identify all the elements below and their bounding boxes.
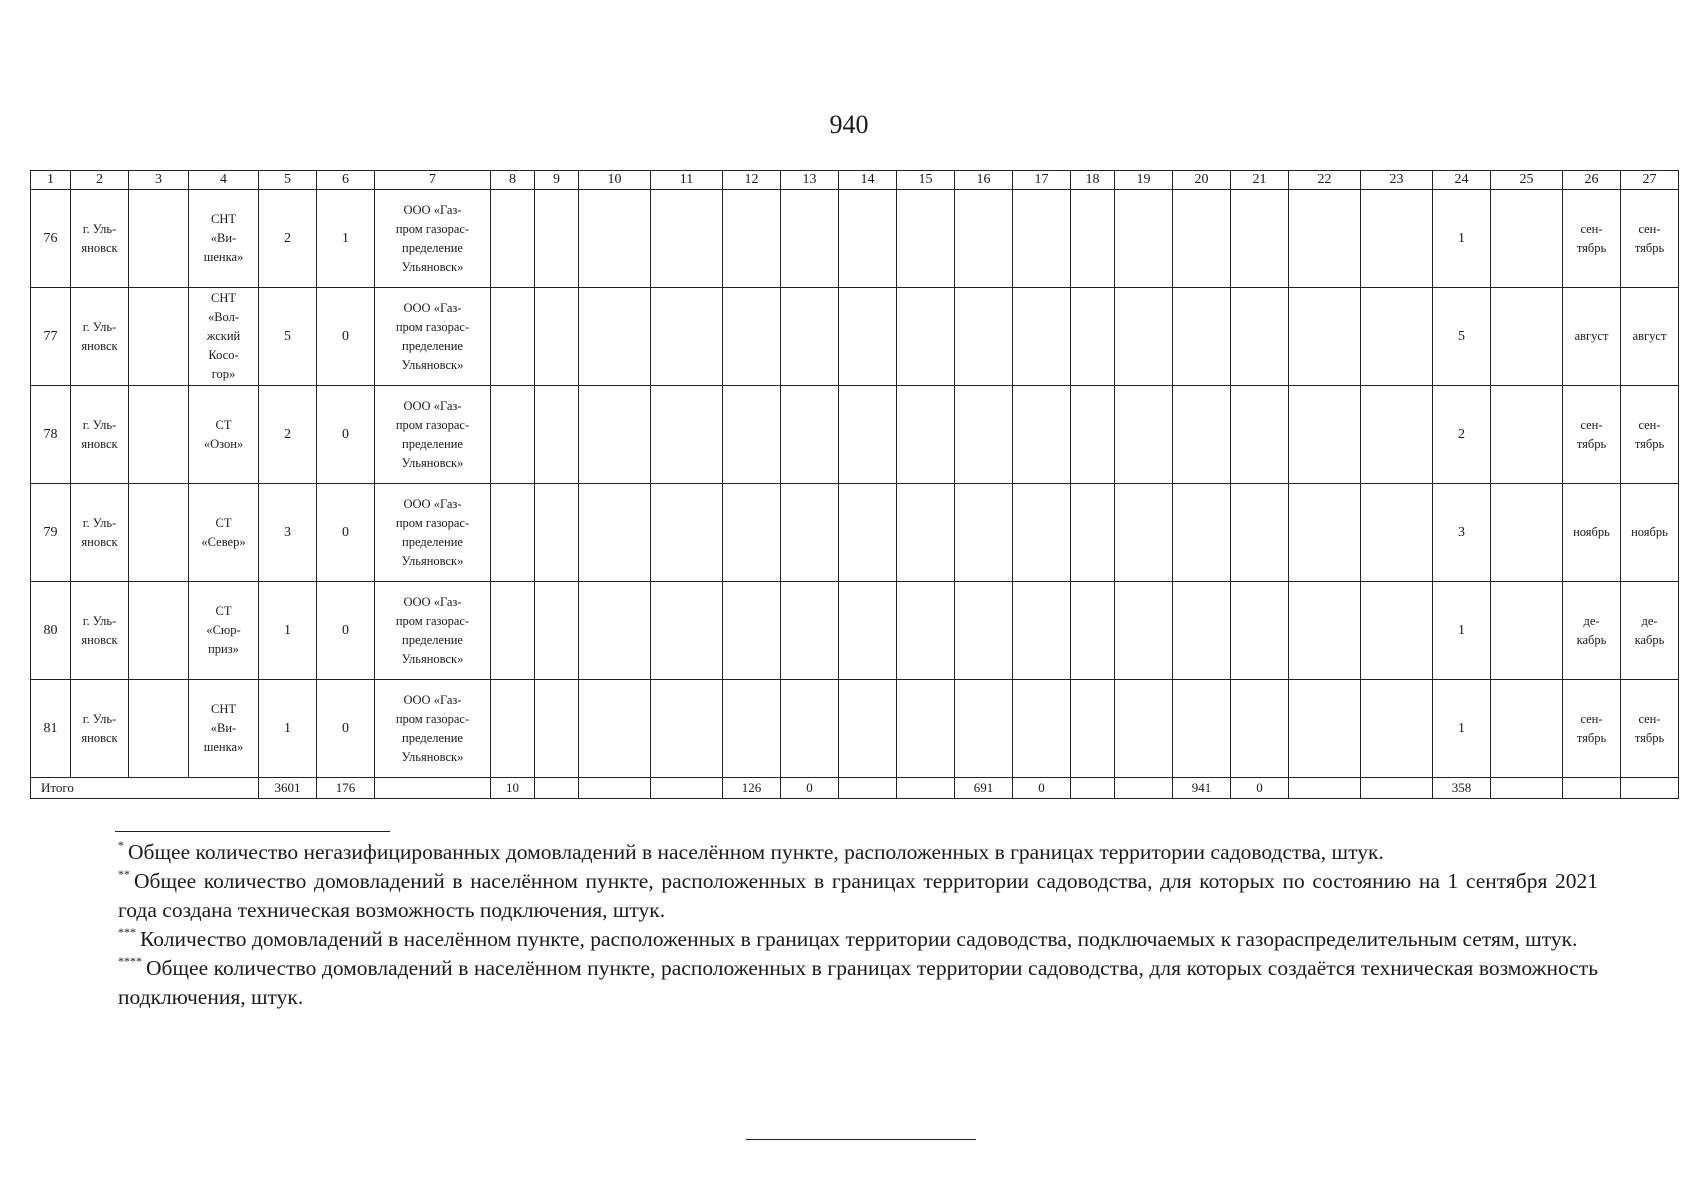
table-cell xyxy=(1071,386,1115,484)
table-cell xyxy=(781,484,839,582)
table-cell: сен- тябрь xyxy=(1621,190,1679,288)
column-number: 7 xyxy=(375,171,491,190)
table-cell: ноябрь xyxy=(1563,484,1621,582)
total-cell: 0 xyxy=(1013,778,1071,799)
column-number: 17 xyxy=(1013,171,1071,190)
table-cell: сен- тябрь xyxy=(1621,386,1679,484)
table-cell xyxy=(839,484,897,582)
table-cell xyxy=(781,680,839,778)
total-cell xyxy=(839,778,897,799)
table-cell xyxy=(129,680,189,778)
total-cell xyxy=(1115,778,1173,799)
table-cell: 80 xyxy=(31,582,71,680)
table-cell xyxy=(1491,190,1563,288)
column-number: 14 xyxy=(839,171,897,190)
table-cell: 3 xyxy=(259,484,317,582)
table-cell xyxy=(1231,288,1289,386)
data-table xyxy=(30,170,1679,799)
footnote-mark: *** xyxy=(118,925,136,939)
table-cell xyxy=(1231,484,1289,582)
table-cell: ООО «Газ- пром газорас- пределение Ульяновск» xyxy=(375,190,491,288)
total-cell: 0 xyxy=(781,778,839,799)
footnote-text: Общее количество негазифицированных домовладений в населённом пункте, расположенных в границах территории садоводства, штук. xyxy=(128,840,1384,864)
table-cell: г. Уль- яновск xyxy=(71,288,129,386)
total-row xyxy=(31,778,1679,799)
table-cell: г. Уль- яновск xyxy=(71,680,129,778)
table-cell: 77 xyxy=(31,288,71,386)
total-cell xyxy=(1621,778,1679,799)
table-cell xyxy=(723,386,781,484)
table-cell: 1 xyxy=(259,680,317,778)
table-cell xyxy=(1115,190,1173,288)
table-cell: ООО «Газ- пром газорас- пределение Ульяновск» xyxy=(375,288,491,386)
total-cell xyxy=(579,778,651,799)
table-cell xyxy=(129,484,189,582)
table-cell xyxy=(1289,680,1361,778)
column-number: 1 xyxy=(31,171,71,190)
table-cell: 0 xyxy=(317,680,375,778)
table-cell xyxy=(651,484,723,582)
table-cell: де- кабрь xyxy=(1563,582,1621,680)
column-number: 8 xyxy=(491,171,535,190)
table-cell xyxy=(579,386,651,484)
footnote xyxy=(118,925,1598,954)
table-cell xyxy=(535,288,579,386)
table-cell: 79 xyxy=(31,484,71,582)
table-cell xyxy=(955,386,1013,484)
column-number: 20 xyxy=(1173,171,1231,190)
table-cell xyxy=(1071,484,1115,582)
table-cell xyxy=(491,680,535,778)
table-cell xyxy=(897,582,955,680)
table-cell xyxy=(897,288,955,386)
table-cell: де- кабрь xyxy=(1621,582,1679,680)
table-cell xyxy=(1115,386,1173,484)
column-number: 12 xyxy=(723,171,781,190)
table-cell xyxy=(839,288,897,386)
total-cell xyxy=(897,778,955,799)
column-number: 13 xyxy=(781,171,839,190)
total-cell: 10 xyxy=(491,778,535,799)
table-cell xyxy=(1231,386,1289,484)
table-cell xyxy=(1115,288,1173,386)
table-cell xyxy=(1071,190,1115,288)
footnote xyxy=(118,867,1598,925)
table-cell xyxy=(1013,680,1071,778)
table-cell xyxy=(1231,582,1289,680)
table-cell xyxy=(1115,582,1173,680)
table-cell: г. Уль- яновск xyxy=(71,386,129,484)
table-cell xyxy=(897,680,955,778)
total-cell: 941 xyxy=(1173,778,1231,799)
table-cell xyxy=(897,484,955,582)
column-number: 5 xyxy=(259,171,317,190)
table-cell xyxy=(1289,386,1361,484)
table-cell xyxy=(535,190,579,288)
table-cell: сен- тябрь xyxy=(1563,680,1621,778)
table-cell xyxy=(1013,582,1071,680)
table-cell xyxy=(1071,582,1115,680)
column-number: 4 xyxy=(189,171,259,190)
column-number: 23 xyxy=(1361,171,1433,190)
table-cell xyxy=(1013,386,1071,484)
table-cell xyxy=(491,288,535,386)
table-cell: 5 xyxy=(1433,288,1491,386)
table-cell xyxy=(1491,288,1563,386)
table-cell xyxy=(1013,484,1071,582)
table-cell: СНТ «Вол- жский Косо- гор» xyxy=(189,288,259,386)
table-cell xyxy=(129,288,189,386)
column-number: 27 xyxy=(1621,171,1679,190)
table-cell xyxy=(1173,582,1231,680)
table-cell xyxy=(1361,386,1433,484)
table-cell xyxy=(1115,484,1173,582)
table-cell: ООО «Газ- пром газорас- пределение Ульяновск» xyxy=(375,386,491,484)
total-cell xyxy=(375,778,491,799)
table-cell xyxy=(723,582,781,680)
table-cell xyxy=(955,288,1013,386)
table-cell xyxy=(651,680,723,778)
table-cell xyxy=(1491,484,1563,582)
total-cell xyxy=(535,778,579,799)
table-cell: 1 xyxy=(1433,190,1491,288)
table-cell xyxy=(535,582,579,680)
table-row xyxy=(31,582,1679,680)
total-cell xyxy=(1289,778,1361,799)
table-cell xyxy=(955,484,1013,582)
table-cell xyxy=(781,190,839,288)
table-cell xyxy=(535,484,579,582)
total-cell: 126 xyxy=(723,778,781,799)
table-cell xyxy=(723,288,781,386)
table-cell xyxy=(839,190,897,288)
end-rule xyxy=(746,1139,976,1140)
table-cell xyxy=(897,190,955,288)
table-cell xyxy=(723,484,781,582)
column-number: 6 xyxy=(317,171,375,190)
table-cell: ООО «Газ- пром газорас- пределение Ульяновск» xyxy=(375,582,491,680)
table-cell xyxy=(1491,386,1563,484)
column-number: 18 xyxy=(1071,171,1115,190)
table-cell xyxy=(1071,680,1115,778)
table-cell xyxy=(579,680,651,778)
column-number: 19 xyxy=(1115,171,1173,190)
table-cell: 1 xyxy=(317,190,375,288)
column-number: 26 xyxy=(1563,171,1621,190)
footnote-text: Общее количество домовладений в населённом пункте, расположенных в границах территории садоводства, для которых создаётся техническая возможность подключения, штук. xyxy=(118,956,1598,1009)
table-cell xyxy=(579,484,651,582)
footnote-text: Общее количество домовладений в населённом пункте, расположенных в границах территории садоводства, для которых по состоянию на 1 сентября 2021 года создана техническая возможность подключения, штук. xyxy=(118,869,1598,922)
table-row xyxy=(31,190,1679,288)
table-cell xyxy=(491,484,535,582)
table-cell xyxy=(955,582,1013,680)
total-cell xyxy=(1361,778,1433,799)
table-cell xyxy=(1491,582,1563,680)
column-number: 21 xyxy=(1231,171,1289,190)
table-cell xyxy=(579,190,651,288)
table-cell: сен- тябрь xyxy=(1621,680,1679,778)
table-cell: 2 xyxy=(259,386,317,484)
table-cell: ООО «Газ- пром газорас- пределение Ульяновск» xyxy=(375,680,491,778)
table-cell xyxy=(781,386,839,484)
table-cell xyxy=(1289,190,1361,288)
footnote-mark: * xyxy=(118,838,124,852)
table-cell xyxy=(491,190,535,288)
table-cell xyxy=(1173,190,1231,288)
total-cell: 691 xyxy=(955,778,1013,799)
footnote-mark: ** xyxy=(118,867,130,881)
column-number: 10 xyxy=(579,171,651,190)
table-cell: СТ «Сюр- приз» xyxy=(189,582,259,680)
column-number: 22 xyxy=(1289,171,1361,190)
table-cell xyxy=(1071,288,1115,386)
table-cell xyxy=(1013,190,1071,288)
table-cell: сен- тябрь xyxy=(1563,386,1621,484)
table-cell xyxy=(1173,288,1231,386)
table-cell: 1 xyxy=(259,582,317,680)
table-cell: 78 xyxy=(31,386,71,484)
table-cell xyxy=(1361,484,1433,582)
table-cell xyxy=(1289,582,1361,680)
table-cell xyxy=(723,190,781,288)
table-cell xyxy=(839,386,897,484)
table-cell xyxy=(1491,680,1563,778)
page-number: 940 xyxy=(829,110,869,139)
table-cell: г. Уль- яновск xyxy=(71,484,129,582)
table-cell xyxy=(955,190,1013,288)
table-cell xyxy=(129,386,189,484)
table-cell xyxy=(1173,680,1231,778)
table-cell: август xyxy=(1621,288,1679,386)
column-number: 2 xyxy=(71,171,129,190)
footnote xyxy=(118,838,1598,867)
table-cell: г. Уль- яновск xyxy=(71,190,129,288)
column-number: 11 xyxy=(651,171,723,190)
table-cell: СТ «Север» xyxy=(189,484,259,582)
table-cell xyxy=(651,386,723,484)
table-cell xyxy=(535,680,579,778)
table-row xyxy=(31,288,1679,386)
total-cell xyxy=(1563,778,1621,799)
table-cell xyxy=(491,582,535,680)
table-cell xyxy=(1361,288,1433,386)
table-cell xyxy=(1231,680,1289,778)
column-number: 15 xyxy=(897,171,955,190)
table-row xyxy=(31,386,1679,484)
table-cell: ООО «Газ- пром газорас- пределение Ульяновск» xyxy=(375,484,491,582)
total-cell xyxy=(1491,778,1563,799)
table-cell xyxy=(1013,288,1071,386)
table-cell: 76 xyxy=(31,190,71,288)
table-cell: г. Уль- яновск xyxy=(71,582,129,680)
table-cell: 2 xyxy=(259,190,317,288)
table-cell xyxy=(651,190,723,288)
table-cell xyxy=(839,680,897,778)
table-cell: СТ «Озон» xyxy=(189,386,259,484)
footnote xyxy=(118,954,1598,1012)
footnote-text: Количество домовладений в населённом пункте, расположенных в границах территории садоводства, подключаемых к газораспределительным сетям, штук. xyxy=(140,927,1578,951)
table-cell: 0 xyxy=(317,484,375,582)
table-cell: ноябрь xyxy=(1621,484,1679,582)
table-cell: 0 xyxy=(317,288,375,386)
table-cell: 81 xyxy=(31,680,71,778)
total-cell xyxy=(651,778,723,799)
table-cell xyxy=(129,190,189,288)
table-cell: СНТ «Ви- шенка» xyxy=(189,190,259,288)
total-cell: 176 xyxy=(317,778,375,799)
footnote-mark: **** xyxy=(118,954,142,968)
table-cell: 1 xyxy=(1433,680,1491,778)
table-row xyxy=(31,680,1679,778)
footnote-separator xyxy=(115,831,390,832)
total-cell: 3601 xyxy=(259,778,317,799)
table-cell xyxy=(955,680,1013,778)
table-cell xyxy=(651,582,723,680)
total-cell xyxy=(1071,778,1115,799)
table-cell xyxy=(1231,190,1289,288)
column-number: 3 xyxy=(129,171,189,190)
column-number: 16 xyxy=(955,171,1013,190)
footnotes xyxy=(118,838,1598,1012)
table-cell: 3 xyxy=(1433,484,1491,582)
table-cell xyxy=(781,582,839,680)
column-number: 24 xyxy=(1433,171,1491,190)
table-cell xyxy=(1115,680,1173,778)
table-cell xyxy=(897,386,955,484)
table-cell: 2 xyxy=(1433,386,1491,484)
total-cell: 358 xyxy=(1433,778,1491,799)
table-cell: 0 xyxy=(317,386,375,484)
table-cell xyxy=(491,386,535,484)
table-cell xyxy=(1173,386,1231,484)
table-cell xyxy=(839,582,897,680)
table-cell: сен- тябрь xyxy=(1563,190,1621,288)
table-row xyxy=(31,484,1679,582)
column-number: 25 xyxy=(1491,171,1563,190)
table-cell: СНТ «Ви- шенка» xyxy=(189,680,259,778)
table-cell xyxy=(1361,680,1433,778)
table-cell xyxy=(781,288,839,386)
total-label: Итого xyxy=(31,778,259,799)
table-cell xyxy=(1289,288,1361,386)
table-cell xyxy=(1361,582,1433,680)
table-cell xyxy=(579,582,651,680)
table-cell: 1 xyxy=(1433,582,1491,680)
column-number: 9 xyxy=(535,171,579,190)
table-cell: 0 xyxy=(317,582,375,680)
table-cell xyxy=(1289,484,1361,582)
column-number-row xyxy=(31,171,1679,190)
table-cell xyxy=(651,288,723,386)
table-cell: 5 xyxy=(259,288,317,386)
table-cell xyxy=(1173,484,1231,582)
table-cell xyxy=(535,386,579,484)
table-cell xyxy=(1361,190,1433,288)
table-cell: август xyxy=(1563,288,1621,386)
table-cell xyxy=(723,680,781,778)
table-cell xyxy=(129,582,189,680)
table-cell xyxy=(579,288,651,386)
total-cell: 0 xyxy=(1231,778,1289,799)
